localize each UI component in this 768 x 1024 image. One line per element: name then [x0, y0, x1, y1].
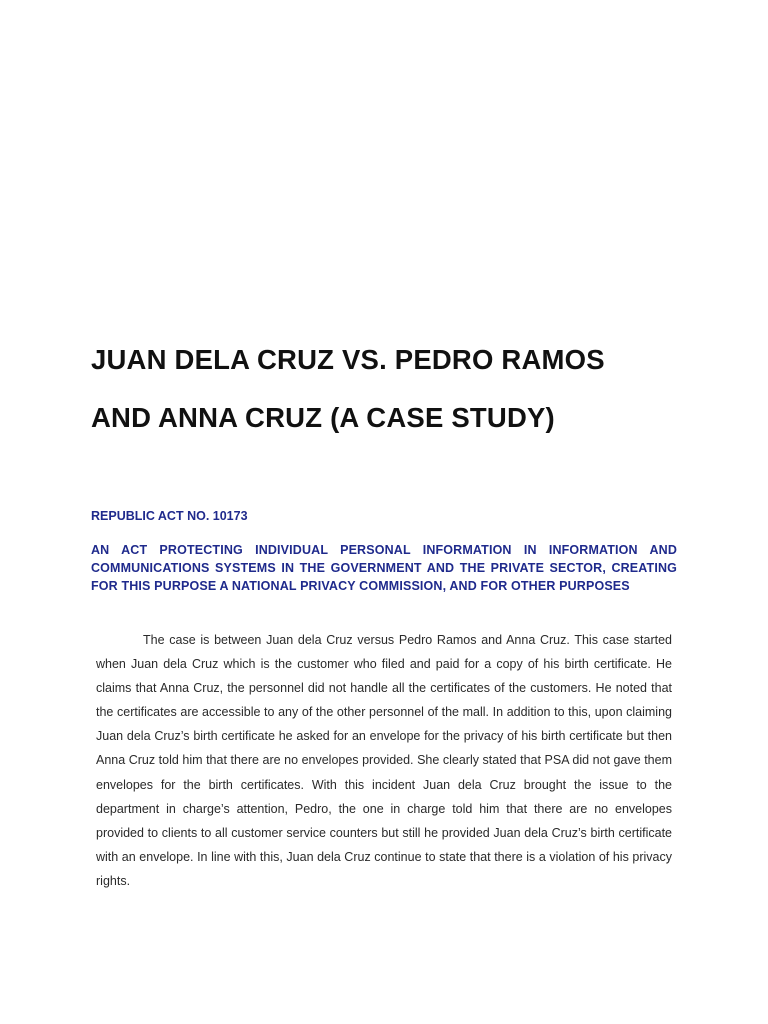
republic-act-number: REPUBLIC ACT NO. 10173 — [91, 509, 248, 523]
document-title-line-1: JUAN DELA CRUZ VS. PEDRO RAMOS — [91, 344, 605, 375]
case-body-paragraph: The case is between Juan dela Cruz versus Pedro Ramos and Anna Cruz. This case started when Juan dela Cruz which is the customer who filed and paid for a copy of his birth certificate. He claims that Anna Cruz, the personnel did not handle all the certificates of the customers. He noted that the certificates are accessible to any of the other personnel of the mall. In addition to this, upon claiming Juan dela Cruz’s birth certificate he asked for an envelope for the privacy of his birth certificate but then Anna Cruz told him that there are no envelopes provided. She clearly stated that PSA did not gave them envelopes for the birth certificates. With this incident Juan dela Cruz brought the issue to the department in charge’s attention, Pedro, the one in charge told him that there are no envelopes provided to clients to all customer service counters but still he provided Juan dela Cruz’s birth certificate with an envelope. In line with this, Juan dela Cruz continue to state that there is a violation of his privacy rights. — [96, 633, 672, 888]
document-title-line-2: AND ANNA CRUZ (A CASE STUDY) — [91, 402, 555, 433]
act-description: AN ACT PROTECTING INDIVIDUAL PERSONAL INFORMATION IN INFORMATION AND COMMUNICATIONS SYSTEMS IN THE GOVERNMENT AND THE PRIVATE SECTOR, CREATING FOR THIS PURPOSE A NATIONAL PRIVACY COMMISSION, AND FOR OTHER PURPOSES — [91, 543, 677, 593]
